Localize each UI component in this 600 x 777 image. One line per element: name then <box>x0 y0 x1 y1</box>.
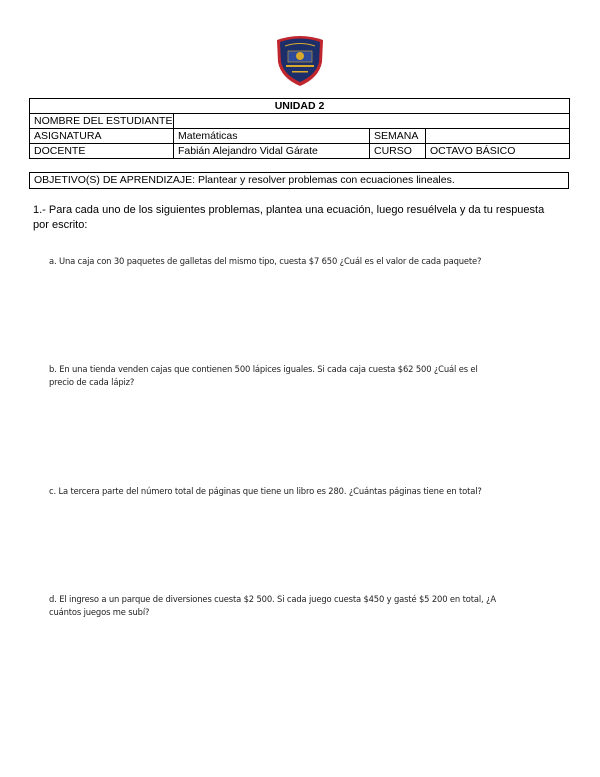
week-field[interactable] <box>426 129 570 144</box>
teacher-label: DOCENTE <box>30 144 174 159</box>
student-name-label: NOMBRE DEL ESTUDIANTE <box>30 114 174 129</box>
problem-a: a. Una caja con 30 paquetes de galletas del mismo tipo, cuesta $7 650 ¿Cuál es el valor de cada paquete? <box>49 256 482 266</box>
learning-objective: OBJETIVO(S) DE APRENDIZAJE: Plantear y resolver problemas con ecuaciones lineales. <box>29 172 569 189</box>
problem-c: c. La tercera parte del número total de páginas que tiene un libro es 280. ¿Cuántas páginas tiene en total? <box>49 486 482 496</box>
problem-d: d. El ingreso a un parque de diversiones cuesta $2 500. Si cada juego cuesta $450 y gasté $5 200 en total, ¿A cuántos juegos me subí? <box>49 594 496 617</box>
school-crest-icon <box>273 32 327 88</box>
student-name-row <box>30 114 570 129</box>
instruction-text: 1.- Para cada uno de los siguientes problemas, plantea una ecuación, luego resuélvela y da tu respuesta por escrito: <box>33 204 545 231</box>
subject-value: Matemáticas <box>174 129 370 144</box>
student-name-field[interactable] <box>174 114 570 129</box>
subject-row <box>30 129 570 144</box>
unit-title-row <box>30 99 570 114</box>
subject-label: ASIGNATURA <box>30 129 174 144</box>
week-label: SEMANA <box>370 129 426 144</box>
course-value: OCTAVO BÁSICO <box>426 144 570 159</box>
teacher-row <box>30 144 570 159</box>
teacher-value: Fabián Alejandro Vidal Gárate <box>174 144 370 159</box>
course-label: CURSO <box>370 144 426 159</box>
student-info-table <box>29 98 570 159</box>
unit-title: UNIDAD 2 <box>30 99 570 114</box>
problem-b: b. En una tienda venden cajas que contienen 500 lápices iguales. Si cada caja cuesta $62 500 ¿Cuál es el precio de cada lápiz? <box>49 364 478 387</box>
